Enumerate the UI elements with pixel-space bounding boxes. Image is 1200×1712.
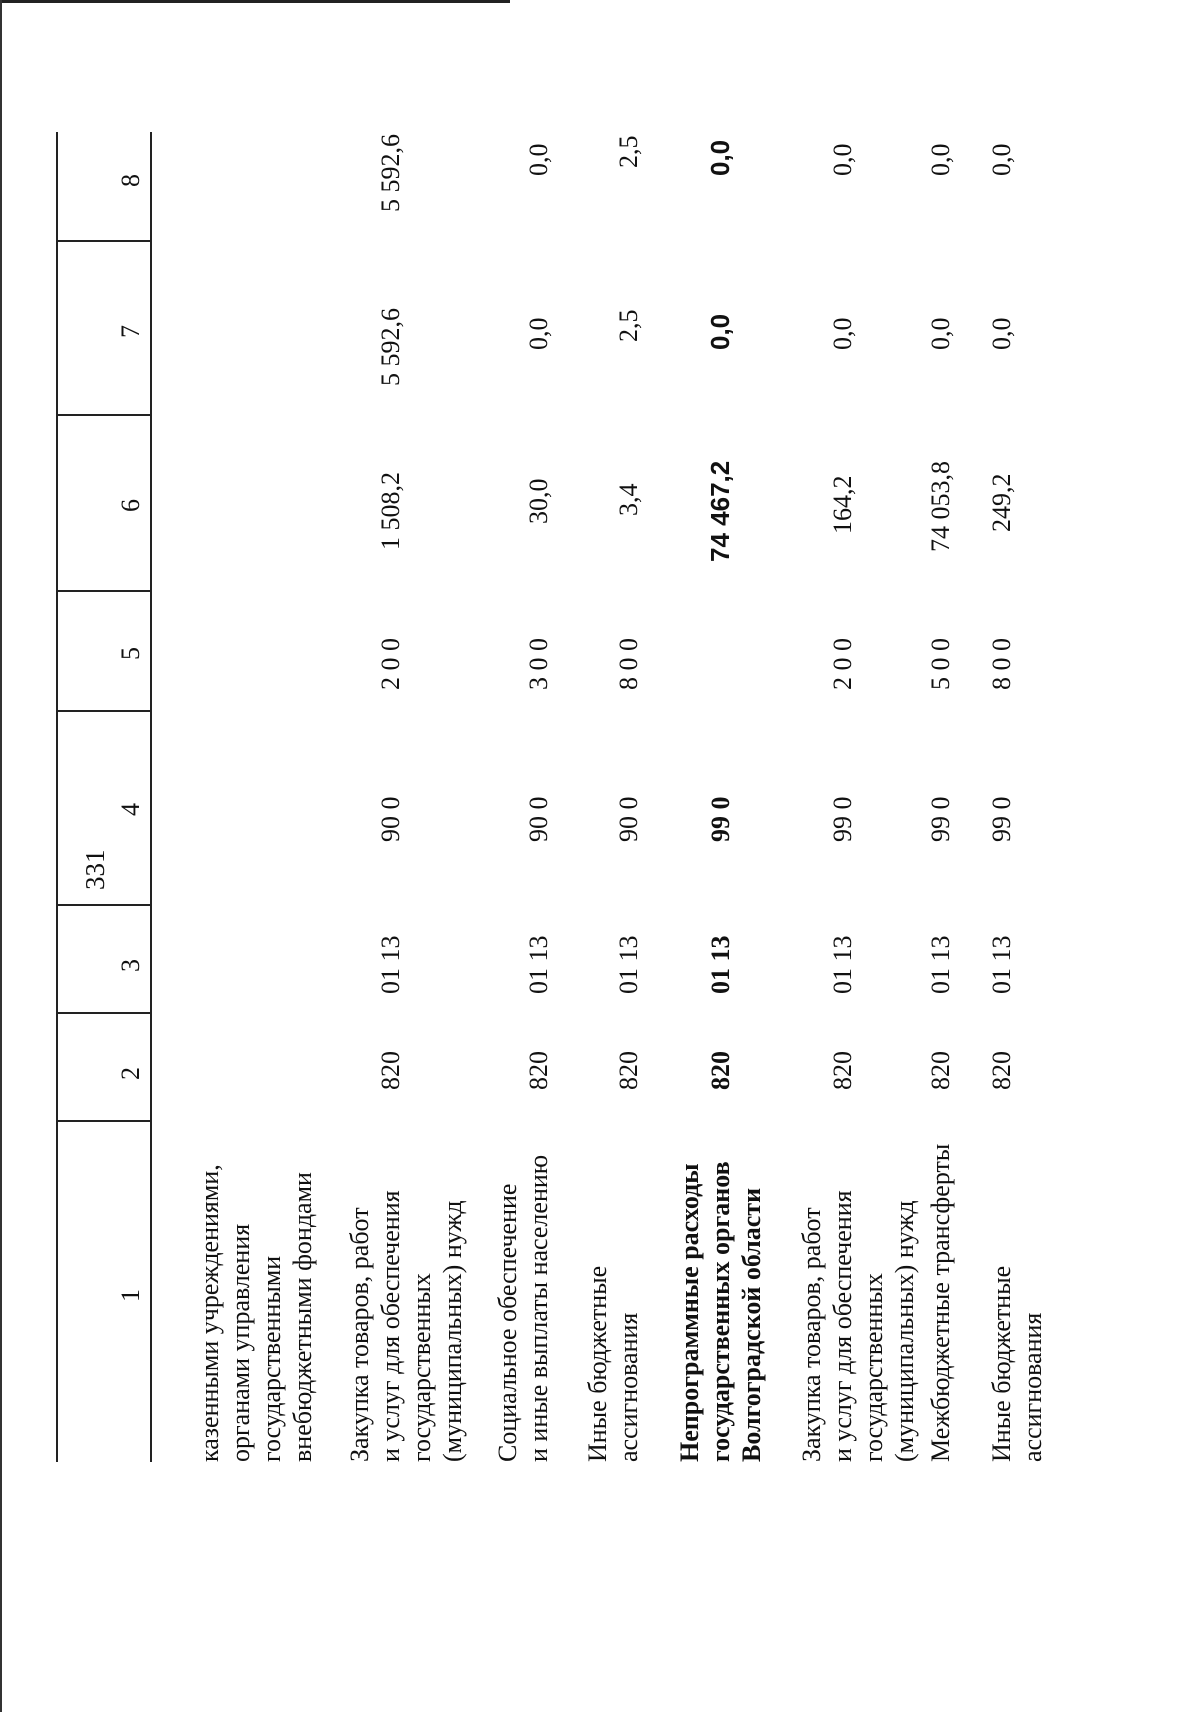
- cell-col2: 820: [614, 1051, 643, 1090]
- table-row-name: [986, 1266, 1048, 1462]
- cell-col8: 0,0: [987, 143, 1016, 176]
- cell-col8: 0,0: [828, 143, 857, 176]
- cell-col6: 1 508,2: [376, 472, 405, 550]
- cell-col8: 5 592,6: [376, 134, 405, 212]
- column-header-1: 1: [116, 1289, 145, 1302]
- cell-col3: 01 13: [987, 935, 1016, 994]
- row-name-line: органами управления: [226, 1223, 255, 1462]
- cell-col4: 99 0: [987, 796, 1016, 842]
- cell-col4: 99 0: [926, 796, 955, 842]
- cell-col4: 99 0: [828, 796, 857, 842]
- cell-col7: 0,0: [524, 317, 553, 350]
- cell-col7: 0,0: [987, 317, 1016, 350]
- cell-col2: 820: [706, 1051, 735, 1090]
- cell-col2: 820: [926, 1051, 955, 1090]
- row-name-line: Волгоградской области: [737, 1187, 766, 1462]
- header-top-rule: [56, 132, 58, 1462]
- cell-col7: 5 592,6: [376, 308, 405, 386]
- cell-col5: 2 0 0: [828, 638, 857, 690]
- cell-col2: 820: [987, 1051, 1016, 1090]
- row-name-line: Закупка товаров, работ: [345, 1207, 374, 1462]
- cell-col6: 74 467,2: [705, 460, 735, 562]
- page-number: 331: [80, 849, 110, 890]
- row-name-line: государственных органов: [706, 1161, 735, 1462]
- cell-col6: 3,4: [614, 483, 643, 516]
- column-header-8: 8: [116, 174, 145, 187]
- cell-col8: 2,5: [614, 135, 643, 168]
- cell-col2: 820: [376, 1051, 405, 1090]
- cell-col8: 0,0: [524, 143, 553, 176]
- cell-col4: 90 0: [614, 796, 643, 842]
- col-sep: [56, 710, 152, 712]
- cell-col5: 5 0 0: [926, 638, 955, 690]
- col-sep: [56, 1120, 152, 1122]
- row-name-line: государственных: [407, 1273, 436, 1462]
- cell-col7: 0,0: [828, 317, 857, 350]
- row-name-line: ассигнования: [614, 1312, 643, 1462]
- cell-col4: 90 0: [376, 796, 405, 842]
- col-sep: [56, 1012, 152, 1014]
- table-row-name: [194, 1164, 318, 1462]
- header-bottom-rule: [150, 132, 152, 1462]
- row-name-line: Межбюджетные трансферты: [926, 1143, 955, 1462]
- table-row-name: [582, 1266, 644, 1462]
- row-name-line: и иные выплаты населению: [524, 1154, 553, 1462]
- row-name-line: Непрограммные расходы: [675, 1163, 704, 1462]
- cell-col6: 74 053,8: [926, 461, 955, 552]
- cell-col3: 01 13: [926, 935, 955, 994]
- row-name-line: ассигнования: [1018, 1312, 1047, 1462]
- table-row-name: [674, 1161, 767, 1462]
- row-name-line: казенными учреждениями,: [195, 1164, 224, 1462]
- cell-col5: 3 0 0: [524, 638, 553, 690]
- col-sep: [56, 904, 152, 906]
- row-name-line: Закупка товаров, работ: [797, 1207, 826, 1462]
- column-header-4: 4: [116, 803, 145, 816]
- row-name-line: государственных: [859, 1273, 888, 1462]
- cell-col5: 8 0 0: [614, 638, 643, 690]
- row-name-line: Иные бюджетные: [987, 1265, 1016, 1462]
- col-sep: [56, 240, 152, 242]
- row-name-line: Иные бюджетные: [583, 1265, 612, 1462]
- row-name-line: и услуг для обеспечения: [376, 1190, 405, 1462]
- cell-col6: 30,0: [524, 478, 553, 524]
- cell-col7: 2,5: [614, 309, 643, 342]
- row-name-line: внебюджетными фондами: [288, 1172, 317, 1462]
- column-header-7: 7: [116, 325, 145, 338]
- cell-col5: 8 0 0: [987, 638, 1016, 690]
- row-name-line: Социальное обеспечение: [493, 1183, 522, 1462]
- row-name-line: и услуг для обеспечения: [828, 1190, 857, 1462]
- row-name-line: (муниципальных) нужд: [438, 1200, 467, 1462]
- table-row-name: [344, 1190, 468, 1462]
- cell-col3: 01 13: [828, 935, 857, 994]
- cell-col8: 0,0: [926, 143, 955, 176]
- table-row-name: [796, 1190, 920, 1462]
- column-header-2: 2: [116, 1067, 145, 1080]
- cell-col3: 01 13: [706, 935, 735, 994]
- column-header-5: 5: [116, 647, 145, 660]
- cell-col5: 2 0 0: [376, 638, 405, 690]
- cell-col4: 90 0: [524, 796, 553, 842]
- cell-col6: 164,2: [828, 475, 857, 534]
- table-row-name: [925, 1144, 956, 1462]
- column-header-6: 6: [116, 499, 145, 512]
- cell-col2: 820: [828, 1051, 857, 1090]
- row-name-line: (муниципальных) нужд: [890, 1200, 919, 1462]
- cell-col4: 99 0: [706, 796, 735, 842]
- cell-col8: 0,0: [705, 139, 735, 176]
- cell-col3: 01 13: [524, 935, 553, 994]
- col-sep: [56, 590, 152, 592]
- cell-col2: 820: [524, 1051, 553, 1090]
- cell-col3: 01 13: [614, 935, 643, 994]
- column-header-3: 3: [116, 959, 145, 972]
- col-sep: [56, 414, 152, 416]
- row-name-line: государственными: [257, 1255, 286, 1462]
- cell-col3: 01 13: [376, 935, 405, 994]
- cell-col7: 0,0: [705, 313, 735, 350]
- cell-col6: 249,2: [987, 473, 1016, 532]
- cell-col7: 0,0: [926, 317, 955, 350]
- table-row-name: [492, 1155, 554, 1462]
